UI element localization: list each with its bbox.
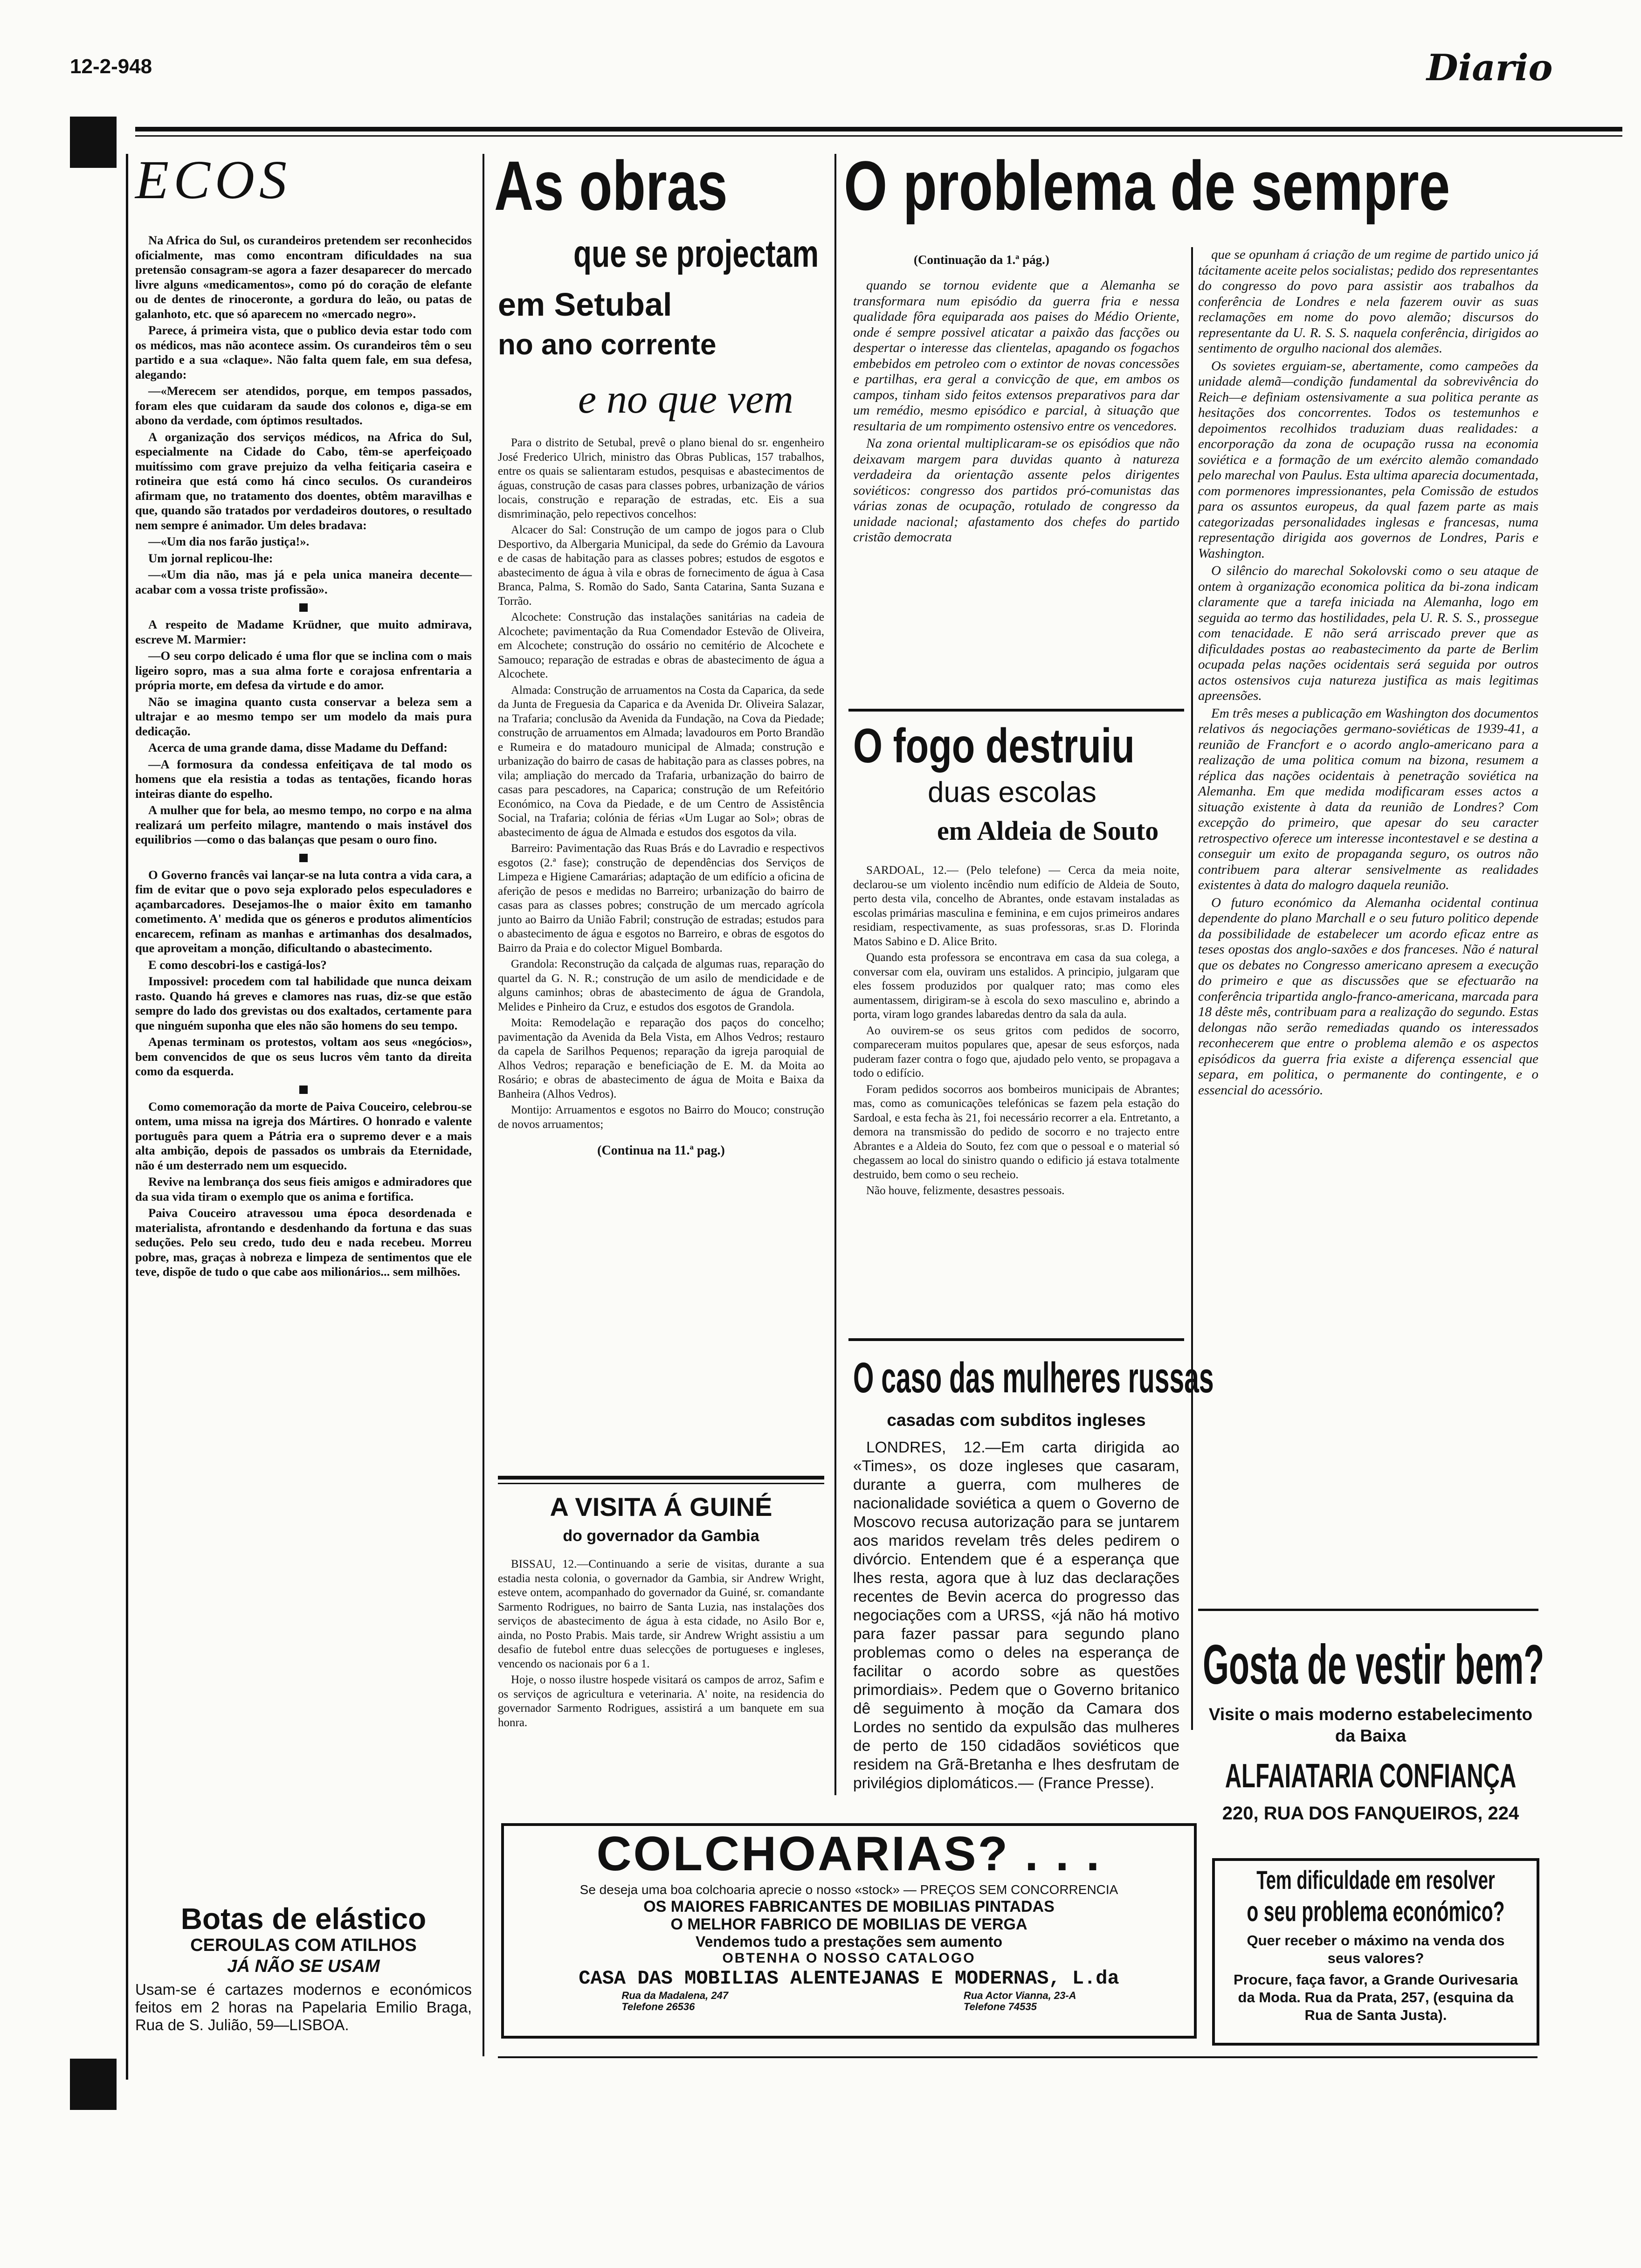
guine-rule-top: [498, 1476, 824, 1480]
obras-p3: Alcochete: Construção das instalações sanitárias na cadeia de Alcochete; pavimentação da Rua Comendador Estevão de Oliveira, em Alcochete; construção do ossário no cemitério de Alcochete e Samouco; reparação de estradas e obras de abastecimento de água a Alcochete.: [498, 611, 824, 680]
obras-p1: Para o distrito de Setubal, prevê o plano bienal do sr. engenheiro José Frederico Ulrich, ministro das Obras Publicas, 157 trabalhos, entre os quais se salientaram estudos, pesquisas e abastecimentos de águas, construção de casas para classes pobres, urbanização de vários locais, construção e reparação de estradas, etc. Eis a sua dismriminação, pelo repectivos concelhos:: [498, 436, 824, 520]
fogo-body: [853, 864, 1179, 1200]
colchoarias-title: COLCHOARIAS? . . .: [596, 1827, 1102, 1881]
obras-sub3: no ano corrente: [498, 329, 717, 361]
ecos-p4: A organização dos serviços médicos, na Africa do Sul, especialmente na Cidade do Cabo, têm-se aperfeiçoado muitíssimo com grave prejuizo da velha feitiçaria caseira e rotineira que está como há cinco seculos. Os curandeiros afirmam que, no tratamento dos doentes, obtêm maravilhas e que, quando são tratados por verdadeiros doutores, o resultado nem sempre é animador. Um deles bradava:: [135, 429, 472, 532]
col-rule-3: [1191, 247, 1193, 1730]
problema-col1: [853, 278, 1179, 547]
obras-p7: Moita: Remodelação e reparação dos paços do concelho; pavimentação da Avenida da Bela Vista, em Alhos Vedros; restauro da capela de Sarilhos Pequenos; reparação da igreja paroquial de Alhos Vedros; reparação e beneficiação de E. M. da Moita ao Rosário; e obras de abastecimento de água de Moita e Baixa da Banheira (Alhos Vedros).: [498, 1016, 824, 1100]
problema-col2: [1198, 247, 1538, 1100]
ecos-p14: O Governo francês vai lançar-se na luta contra a vida cara, a fim de evitar que o povo seja explorado pelos especuladores e açambarcadores. Desejamos-lhe o maior êxito em tamanho cometimento. A' medida que os géneros e produtos alimentícios encarecem, refinam as manhas e artimanhas dos desalmados, que aproveitam a monção, dificultando o abastecimento.: [135, 867, 472, 955]
gosta-body: Visite o mais moderno estabelecimento da Baixa: [1208, 1705, 1533, 1745]
fogo-p2: Quando esta professora se encontrava em casa da sua colega, a conversar com ela, ouviram uns estalidos. A principio, julgaram que eles fossem produzidos por qualquer rato; mas como eles aumentassem, dirigiram-se à escola do sexo masculino e, abrindo a porta, viram logo grandes labaredas dentro da sala da aula.: [853, 951, 1179, 1021]
guine-p1: BISSAU, 12.—Continuando a serie de visitas, durante a sua estadia nesta colonia, o governador da Gambia, sir Andrew Wright, esteve ontem, acompanhado do governador da Guiné, sr. comandante Sarmento Rodrigues, no bairro de Santa Luzia, nas instalações dos serviços de abastecimento de água à esta cidade, no Asilo Bor e, ainda, no Posto Prabis. Mais tarde, sir Andrew Wright assistiu a um desafio de futebol entre duas selecções de portugueses e ingleses, vencendo os nacionais por 6 a 1.: [498, 1558, 824, 1670]
colchoarias-brand: CASA DAS MOBILIAS ALENTEJANAS E MODERNAS, L.da: [579, 1967, 1119, 1990]
guine-title: A VISITA Á GUINÉ: [550, 1492, 772, 1521]
gosta-brand: ALFAIATARIA CONFIANÇA: [1225, 1757, 1517, 1795]
ecos-p16: Impossivel: procedem com tal habilidade que nunca deixam rasto. Quando há greves e clamores nas ruas, diz-se que estão sempre do lado dos grevistas ou dos exaltados, certamente para que ninguém suponha que eles não são homens do seu tempo.: [135, 974, 472, 1032]
corner-block: [70, 117, 117, 168]
ecos-p3: —«Merecem ser atendidos, porque, em tempos passados, foram eles que cuidaram da saude dos colonos e, diga-se em abono da verdade, com óptimos resultados.: [135, 384, 472, 427]
gosta-ad: [1203, 1633, 1544, 1825]
problema-c1p2: Na zona oriental multiplicaram-se os episódios que não deixavam margem para duvidas quanto à natureza verdadeira da orientação assente pelos dirigentes soviéticos: congresso dos partidos pró-comunistas das várias zonas de ocupação, rotulado de congresso da unidade nacional; afastamento dos chefes do partido cristão democrata: [853, 436, 1179, 545]
obras-sub2: em Setubal: [498, 286, 672, 323]
problema-c2p1: que se opunham á criação de um regime de partido unico já tácitamente aceite pelos socialistas; pedido dos representantes do congresso do povo para assistir aos trabalhos da conferência de Londres e nela fazerem ouvir as suas reclamações em nome do povo alemão; discursos do representante da U. R. S. S. naquela conferência, dirigidos ao sentimento de orgulho nacional dos alemães.: [1198, 247, 1538, 356]
obras-p5: Barreiro: Pavimentação das Ruas Brás e do Lavradio e respectivos esgotos (2.ª fase); construção de dependências dos Serviços de Limpeza e Higiene Camarárias; adaptação de um edifício a oficina de aferição de pesos e medidas no Barreiro; urbanização do bairro de casas para as classes pobres; construção de um mercado agrícola junto ao Bairro da União Fabril; construção de estradas; estudos para o abastecimento de água e esgotos no Barreiro, e obras de esgotos do Bairro da Praia e do colector Miguel Bombarda.: [498, 842, 824, 954]
botas-body: Usam-se é cartazes modernos e económicos feitos em 2 horas na Papelaria Emilio Braga, Rua de S. Julião, 59—LISBOA.: [135, 1981, 472, 2033]
russas-p1: LONDRES, 12.—Em carta dirigida ao «Times», os doze ingleses que casaram, durante a guerra, com mulheres de nacionalidade soviética a quem o Governo de Moscovo recusa autorização para se juntarem aos maridos revelam três deles pedirem o divórcio. Entendem que é a esperança que lhes resta, agora que à luz das declarações recentes de Bevin acerca do progresso das negociações com a URSS, «já não há motivo para fazer passar para segundo plano problemas como o deles na esperança de facilitar o acordo sobre as questões primordiais». Pedem que o Governo britanico dê seguimento à moção da Camara dos Lordes no sentido da expulsão das mulheres de perto de 150 cidadãos soviéticos que residem na Grã-Bretanha e lhes desfrutam de privilégios diplomáticos.— (France Presse).: [853, 1439, 1179, 1792]
fogo-sub1: duas escolas: [928, 776, 1096, 809]
fogo-title: O fogo destruiu: [853, 719, 1135, 773]
colchoarias-addr1: Rua da Madalena, 247: [621, 1990, 729, 2001]
dificuldade-q: Quer receber o máximo na venda dos seus valores?: [1247, 1932, 1505, 1966]
colchoarias-line4: Vendemos tudo a prestações sem aumento: [696, 1933, 1002, 1950]
obras-continua: (Continua na 11.ª pag.): [597, 1143, 725, 1158]
russas-rule: [848, 1338, 1184, 1341]
ecos-title: ECOS: [135, 149, 291, 210]
fogo-p4: Foram pedidos socorros aos bombeiros municipais de Abrantes; mas, como as comunicações telefónicas se fazem pela estação do Sardoal, e esta fecha às 21, foi necessário recorrer a ela. Entretanto, a demora na transmissão do pedido de socorro e no trajecto entre Abrantes e a Aldeia do Souto, fez com que o pessoal e o material só chegassem ao local do sinistro quando o edificio já estava totalmente destruido, bem como o seu recheio.: [853, 1083, 1179, 1181]
russas-body: [853, 1438, 1179, 1795]
ecos-p7: —«Um dia não, mas já e pela unica maneira decente—acabar com a vossa triste profissão».: [135, 567, 472, 596]
ecos-p2: Parece, á primeira vista, que o publico devia estar todo com os médicos, mas não acontece assim. Os curandeiros têm o seu partido e a sua «claque». Não falta quem fale, em sua defesa, alegando:: [135, 323, 472, 381]
separator-square: [299, 603, 308, 612]
obras-p8: Montijo: Arruamentos e esgotos no Bairro do Mouco; construção de novos arruamentos;: [498, 1104, 824, 1131]
problema-title: O problema de sempre: [844, 146, 1450, 225]
ecos-p5: —«Um dia nos farão justiça!».: [148, 534, 310, 548]
botas-ad: [135, 1902, 472, 2034]
colchoarias-line3: O MELHOR FABRICO DE MOBILIAS DE VERGA: [670, 1915, 1027, 1933]
obras-sub1: que se projectam: [573, 233, 819, 275]
ecos-p8: A respeito de Madame Krüdner, que muito admirava, escreve M. Marmier:: [135, 617, 472, 646]
col-rule-2: [834, 154, 836, 1795]
bottom-rule: [498, 2056, 1538, 2058]
obras-p4: Almada: Construção de arruamentos na Costa da Caparica, da sede da Junta de Freguesia da Caparica e da Avenida Dr. Oliveira Salazar, na Trafaria; conclusão da Avenida da Fundação, na Cova da Piedade; construção de arruamentos em Almada; lavadouros em Porto Brandão e Rumeira e do matadouro municipal de Almada; construção e urbanização do bairro de casas de habitação para as classes pobres, na vila; ampliação do mercado da Trafaria, urbanização do bairro de casas para pescadores, na Caparica; construção de um Refeitório Económico, na Cova da Piedade, e de um Centro de Assistência Social, na Trafaria; colónia de férias «Um Lugar ao Sol»; obras de abastecimento de água de Almada e estudos dos esgotos da vila.: [498, 684, 824, 839]
problema-c2p4: Em três meses a publicação em Washington dos documentos relativos ás negociações germano-soviéticas de 1939-41, a reunião de Francfort e o acordo anglo-americano para a realização de uma politica comum na bizona, resumem a réplica das nações ocidentais à penetração soviética na Alemanha. Em que medida modificaram esses actos a situação existente à data da reunião de Londres? Com excepção do primeiro, que apesar do seu caracter retrospectivo oferece um interesse incontestavel e se destina a conseguir um exito de propaganda seguro, os outros não contribuem para alterar sensivelmente as realidades existentes à data do malogro daquela reunião.: [1198, 705, 1538, 892]
guine-p2: Hoje, o nosso ilustre hospede visitará os campos de arroz, Safim e os serviços de agricultura e veterinaria. A' noite, na residencia do governador Sarmento Rodrigues, assistirá a um banquete em sua honra.: [498, 1673, 824, 1729]
ecos-p6: Um jornal replicou-lhe:: [148, 551, 273, 565]
gosta-rule: [1198, 1609, 1538, 1611]
masthead: Diario: [1427, 47, 1553, 89]
problema-c2p3: O silêncio do marechal Sokolovski como o seu ataque de ontem à organização economica politica da bi-zona indicam claramente que a tarefa iniciada na Alemanha, logo em seguida ao termo das hostilidades, pela U. R. S. S., prossegue com tenacidade. E não será arriscado prever que as dificuldades postas ao reabastecimento da parte de Berlim ocupada pelas nações ocidentais será seguida por outros actos ostensivos cuja natureza justifica as mais legitimas apreensões.: [1198, 563, 1538, 703]
fogo-p5: Não houve, felizmente, desastres pessoais.: [866, 1184, 1065, 1197]
guine-body: [498, 1557, 824, 1732]
masthead-rule-thin: [135, 135, 1622, 137]
colchoarias-tel1: Telefone 26536: [621, 2001, 695, 2012]
problema-c2p5: O futuro económico da Alemanha ocidental continua dependente do plano Marchall e o seu futuro politico depende da possibilidade de estabelecer um acordo eficaz entre as teses opostas dos anglo-saxões e dos franceses. Não é natural que os debates no Congresso americano apresem a execução do primeiro e que as discussões que se efectuarão na conferência tripartida anglo-franco-americana, marcada para 18 dêste mês, contribuam para a realização do segundo. Estas delongas não serão remediadas quando os interessados reconhecerem que entre o problema alemão e os aspectos episódicos da guerra fria existe a diferença essencial que separa, em politica, o permanente do contingente, e o essencial do acessório.: [1198, 895, 1538, 1098]
corner-block-bottom: [70, 2059, 117, 2110]
obras-sub4: e no que vem: [578, 377, 793, 422]
ecos-p18: Como comemoração da morte de Paiva Couceiro, celebrou-se ontem, uma missa na igreja dos Mártires. O honrado e valente português para quem a Pátria era o supremo dever e a mais alta ambição, depois de passados os umbrais da Eternidade, não é um desterrado nem um esquecido.: [135, 1099, 472, 1172]
colchoarias-addr-right: [964, 1990, 1076, 2012]
botas-title: Botas de elástico: [180, 1902, 427, 1936]
ecos-p19: Revive na lembrança dos seus fieis amigos e admiradores que da sua vida tiram o exemplo que os anima e fortifica.: [135, 1175, 472, 1203]
dificuldade-title1: Tem dificuldade em resolver: [1256, 1865, 1495, 1895]
ecos-p15: E como descobri-los e castigá-los?: [148, 957, 327, 972]
ecos-p1: Na Africa do Sul, os curandeiros pretendem ser reconhecidos oficialmente, mas como encontram dificuldades na sua pretensão consagram-se agora a fazer desaparecer do mercado livre alguns «medicamentos», como pó do coração de elefante ou de dentes de rinoceronte, a gordura do leão, ou patas de galanhoto, etc. que só aparecem no «mercado negro».: [135, 233, 472, 321]
guine-sub: do governador da Gambia: [563, 1527, 759, 1545]
ecos-p20: Paiva Couceiro atravessou uma época desordenada e materialista, afrontando e desdenhando da fortuna e das suas seduções. Pelo seu credo, tudo deu e nada recebeu. Morreu pobre, mas, graças à nobreza e limpeza de sentimentos que ele teve, dispõe de tudo o que cabe aos milionários... sem milhões.: [135, 1206, 472, 1279]
colchoarias-addr-left: [621, 1990, 728, 2012]
ecos-p13: A mulher que for bela, ao mesmo tempo, no corpo e na alma realizará um perfeito milagre, mantendo o mais instável dos equilibrios —como o das balanças que pesam o ouro fino.: [135, 803, 472, 846]
colchoarias-line1: Se deseja uma boa colchoaria aprecie o nosso «stock» — PREÇOS SEM CONCORRENCIA: [579, 1882, 1118, 1897]
fogo-sub2: em Aldeia de Souto: [937, 816, 1159, 846]
dificuldade-body: Procure, faça favor, a Grande Ourivesaria da Moda. Rua da Prata, 257, (esquina da Rua de Santa Justa).: [1234, 1971, 1518, 2023]
page-date: 12-2-948: [70, 55, 152, 78]
problema-c1p1: quando se tornou evidente que a Alemanha se transformara num episódio da guerra fria e nessa qualidade fôra equiparada aos paises do Médio Oriente, onde é sempre possivel aticatar a paixão das facções ou despertar o interesse das clientelas, apagando os fogachos embebidos em petroleo com o extintor de novas concessões e partilhas, era geral a convicção de que, em ambos os campos, tinham sido feitos extensos preparativos para dar um remédio, mesmo episódico e parcial, à situação que resultaria de um rompimento ostensivo entre os vencedores.: [853, 278, 1179, 434]
obras-title: As obras: [494, 146, 728, 225]
obras-p6: Grandola: Reconstrução da calçada de algumas ruas, reparação do quartel da G. N. R.; construção de um asilo de mendicidade e de alguns caminhos; obras de abastecimento de água de Grandola, Melides e Pinheiro da Cruz, e estudos dos esgotos de Grandola.: [498, 958, 824, 1013]
fogo-p1: SARDOAL, 12.— (Pelo telefone) — Cerca da meia noite, declarou-se um violento incêndio num edifício de Aldeia de Souto, perto desta vila, concelho de Abrantes, onde estavam instaladas as escolas primárias masculina e feminina, e em cujos primeiros andares residiam, respectivamente, as suas professoras, sr.as D. Florinda Matos Sabino e D. Alice Brito.: [853, 864, 1179, 948]
ecos-col-rule: [483, 154, 484, 2056]
problema-cont: (Continuação da 1.ª pág.): [914, 253, 1049, 267]
ecos-p11: Acerca de uma grande dama, disse Madame du Deffand:: [148, 740, 448, 754]
russas-title: O caso das mulheres russas: [853, 1354, 1214, 1402]
ecos-column: [135, 233, 472, 1281]
guine-rule-top-thin: [498, 1483, 824, 1484]
obras-body: [498, 436, 824, 1158]
russas-sub: casadas com subditos ingleses: [887, 1411, 1146, 1430]
left-margin-rule: [126, 154, 128, 2080]
gosta-title: Gosta de vestir bem?: [1203, 1633, 1544, 1696]
separator-square: [299, 854, 308, 862]
ecos-p10: Não se imagina quanto custa conservar a beleza sem a ultrajar e ao mesmo tempo ser um modelo da mais pura dedicação.: [135, 694, 472, 738]
colchoarias-addr: [504, 1990, 1194, 2012]
ecos-p12: —A formosura da condessa enfeitiçava de tal modo os homens que ela resistia a todas as tentações, ficando horas inteiras diante do espelho.: [135, 757, 472, 801]
botas-sub1: CEROULAS COM ATILHOS: [190, 1936, 417, 1955]
colchoarias-line2: OS MAIORES FABRICANTES DE MOBILIAS PINTADAS: [643, 1898, 1055, 1915]
masthead-rule: [135, 127, 1622, 131]
ecos-p9: —O seu corpo delicado é uma flor que se inclina com o mais ligeiro sopro, mas a sua alma forte e corajosa enfrentaria a própria morte, em defesa da virtude e do amor.: [135, 649, 472, 692]
gosta-address: 220, RUA DOS FANQUEIROS, 224: [1222, 1803, 1519, 1824]
problema-c2p2: Os sovietes erguiam-se, abertamente, como campeões da unidade alemã—condição fundamental da sobrevivência do Reich—e definiam ostensivamente a sua politica perante as hesitações dos concorrentes. Todos os testemunhos e depoimentos recolhidos traduziam duas realidades: a encorporação da zona de ocupação russa na economia soviética e a formação de um exército alemão comandado pelo marechal von Paulus. Esta ultima aparecia documentada, com pormenores impressionantes, pela Comissão de estudos para os assuntos europeus, da qual fazem parte as mais categorizadas personalidades inglesas e francesas, numa representação dirigida aos governos de Londres, Paris e Washington.: [1198, 358, 1538, 561]
dificuldade-title2: o seu problema económico?: [1247, 1896, 1505, 1927]
botas-sub2: JÁ NÃO SE USAM: [227, 1957, 380, 1976]
fogo-p3: Ao ouvirem-se os seus gritos com pedidos de socorro, compareceram muitos populares que, apesar de seus esforços, nada puderam fazer contra o fogo que, ajudado pelo vento, se propagava a todo o edifício.: [853, 1024, 1179, 1079]
ecos-p17: Apenas terminam os protestos, voltam aos seus «negócios», bem convencidos de que os seus lucros vêm tanto da direita como da esquerda.: [135, 1035, 472, 1078]
separator-square: [299, 1086, 308, 1094]
fogo-rule: [848, 709, 1184, 712]
colchoarias-line5: OBTENHA O NOSSO CATALOGO: [722, 1950, 976, 1966]
dificuldade-ad: [1212, 1858, 1539, 2046]
colchoarias-addr2: Rua Actor Vianna, 23-A: [963, 1990, 1076, 2001]
colchoarias-ad: [501, 1823, 1197, 2039]
obras-p2: Alcacer do Sal: Construção de um campo de jogos para o Club Desportivo, da Albergaria Municipal, da sede do Grémio da Lavoura e de casas de habitação para as classes pobres; estudos de esgotos e abastecimento de água à vila e obras de fornecimento de água à Casa Branca, Palma, S. Romão do Sado, Santa Catarina, Santa Suzana e Torrão.: [498, 524, 824, 608]
colchoarias-tel2: Telefone 74535: [963, 2001, 1037, 2012]
